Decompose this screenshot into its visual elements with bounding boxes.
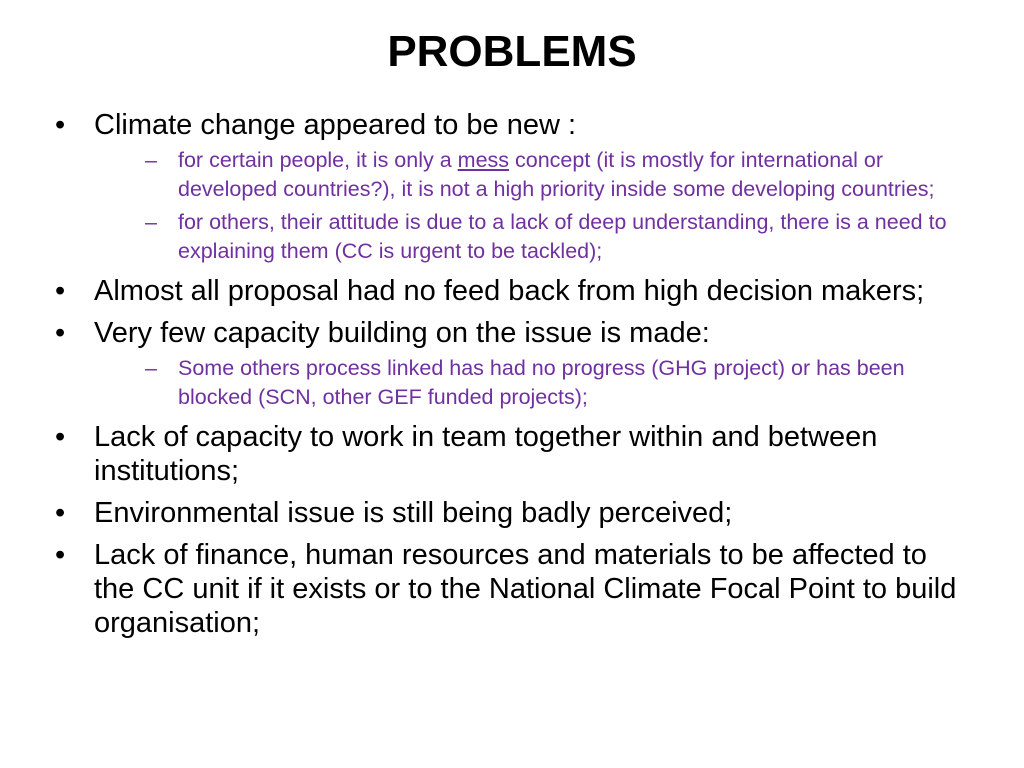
sub-bullet-list: [94, 146, 970, 266]
dash-marker: –: [145, 148, 157, 172]
bullet-item-2: [55, 274, 970, 308]
bullet-text: Lack of finance, human resources and materials to be affected to the CC unit if it exists or to the National Climate Focal Point to build organisation;: [94, 539, 957, 639]
bullet-text: Lack of capacity to work in team together within and between institutions;: [94, 421, 878, 487]
slide-title: PROBLEMS: [387, 27, 637, 76]
bullet-text: Almost all proposal had no feed back from high decision makers;: [94, 275, 925, 307]
bullet-marker: •: [55, 539, 66, 571]
bullet-item-3: [55, 316, 970, 412]
bullet-marker: •: [55, 317, 66, 349]
bullet-marker: •: [55, 497, 66, 529]
bullet-item-6: [55, 538, 970, 640]
sub-bullet-item-3: [138, 354, 970, 412]
bullet-item-1: [55, 108, 970, 266]
sub-bullet-item-2: [138, 208, 970, 266]
dash-marker: –: [145, 210, 157, 234]
dash-marker: –: [145, 356, 157, 380]
bullet-marker: •: [55, 275, 66, 307]
sub-bullet-item-1: [138, 146, 970, 204]
sub-bullet-text-after: concept (it is mostly for international or developed countries?), it is not a high priority inside some developing countries;: [178, 148, 935, 201]
bullet-list: [55, 108, 970, 648]
bullet-marker: •: [55, 109, 66, 141]
bullet-item-4: [55, 420, 970, 488]
sub-bullet-text: Some others process linked has had no progress (GHG project) or has been blocked (SCN, other GEF funded projects);: [178, 356, 905, 409]
sub-bullet-text: for others, their attitude is due to a lack of deep understanding, there is a need to explaining them (CC is urgent to be tackled);: [178, 210, 947, 263]
underlined-word: mess: [457, 148, 510, 172]
bullet-text: Climate change appeared to be new :: [94, 109, 577, 141]
bullet-text: Very few capacity building on the issue is made:: [94, 317, 710, 349]
bullet-item-5: [55, 496, 970, 530]
sub-bullet-text-before: for certain people, it is only a: [178, 148, 458, 172]
bullet-marker: •: [55, 421, 66, 453]
sub-bullet-list: [94, 354, 970, 412]
bullet-text: Environmental issue is still being badly perceived;: [94, 497, 733, 529]
